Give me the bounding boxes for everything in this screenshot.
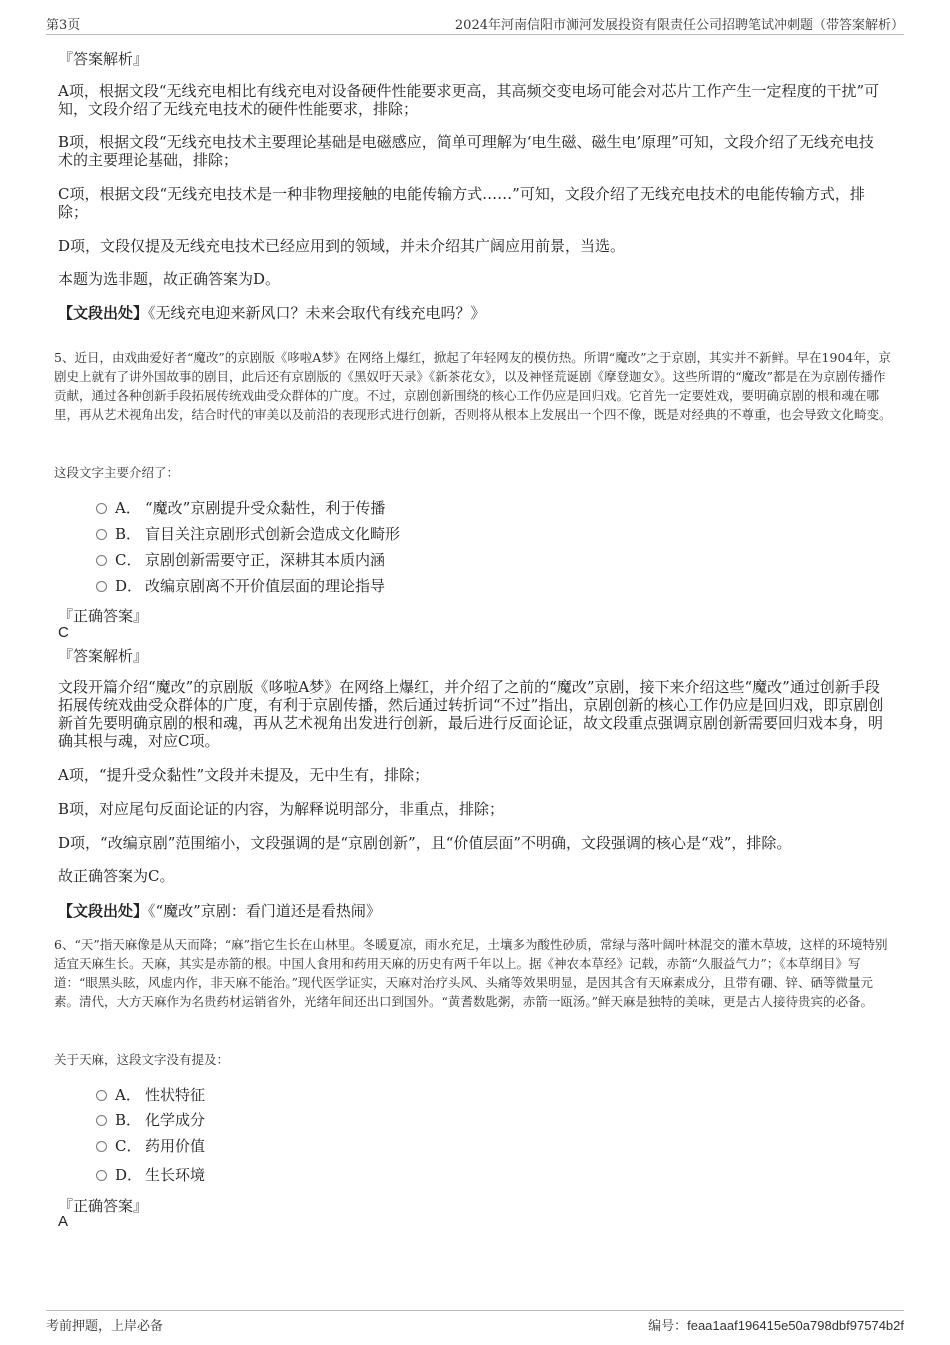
- option-d[interactable]: D． 改编京剧离不开价值层面的理论指导: [96, 576, 385, 596]
- analysis-label: 『答案解析』: [58, 50, 149, 68]
- document-title: 2024年河南信阳市浉河发展投资有限责任公司招聘笔试冲刺题（带答案解析）: [454, 18, 904, 33]
- option-a[interactable]: A． 性状特征: [96, 1085, 205, 1105]
- page-number: 第3页: [46, 18, 81, 33]
- page-footer: [46, 1310, 904, 1337]
- source-title: 《无线充电迎来新风口？未来会取代有线充电吗？》: [148, 304, 486, 322]
- analysis-paragraph: A项，“提升受众黏性”文段并未提及，无中生有，排除；: [58, 766, 430, 784]
- question-passage: 6、“天”指天麻像是从天而降；“麻”指它生长在山林里。冬暖夏凉，雨水充足，土壤多为酸性砂质，常绿与落叶阔叶林混交的灌木草坡，这样的环境特别适宜天麻生长。天麻，其实是赤箭的根。中国人食用和药用天麻的历史有两千年以上。据《神农本草经》记载，赤箭“久服益气力”；《本草纲目》写道：“眼黑头眩，风虚内作，非天麻不能治。”现代医学证实，天麻对治疗头风、头痛等效果明显，是因其含有天麻素成分，且带有硼、锌、硒等微量元素。清代，大方天麻作为名贵药材运销省外，光绪年间还出口到国外。“黄耆数匙粥，赤箭一瓯汤。”鲜天麻是独特的美味，更是古人接待贵宾的必备。: [54, 937, 888, 1009]
- correct-answer: C: [58, 624, 69, 641]
- source-title: 《“魔改”京剧：看门道还是看热闹》: [148, 902, 381, 920]
- option-b[interactable]: B． 化学成分: [96, 1110, 205, 1130]
- option-b[interactable]: B． 盲目关注京剧形式创新会造成文化畸形: [96, 524, 400, 544]
- analysis-label: 『答案解析』: [58, 647, 149, 665]
- option-a[interactable]: A． “魔改”京剧提升受众黏性，利于传播: [96, 498, 385, 518]
- source-label: 【文段出处】: [58, 902, 149, 920]
- analysis-paragraph: D项，文段仅提及无线充电技术已经应用到的领域，并未介绍其广阔应用前景，当选。: [58, 237, 626, 255]
- code-label: 编号：: [648, 1319, 688, 1334]
- question-prompt: 关于天麻，这段文字没有提及：: [54, 1052, 230, 1067]
- analysis-paragraph: B项，根据文段“无线充电技术主要理论基础是电磁感应，简单可理解为‘电生磁、磁生电’原理”可知，文段介绍了无线充电技术的主要理论基础，排除；: [58, 133, 874, 169]
- option-d[interactable]: D． 生长环境: [96, 1165, 205, 1185]
- source-line: [58, 304, 888, 322]
- radio-icon[interactable]: [96, 1170, 107, 1181]
- source-label: 【文段出处】: [58, 304, 149, 322]
- footer-slogan: 考前押题，上岸必备: [46, 1319, 164, 1334]
- analysis-paragraph: C项，根据文段“无线充电技术是一种非物理接触的电能传输方式……”可知，文段介绍了无线充电技术的电能传输方式，排除；: [58, 185, 865, 221]
- radio-icon[interactable]: [96, 1115, 107, 1126]
- document-code: [648, 1315, 904, 1334]
- option-c[interactable]: C． 药用价值: [96, 1136, 205, 1156]
- analysis-paragraph: A项，根据文段“无线充电相比有线充电对设备硬件性能要求更高，其高频交变电场可能会对芯片工作产生一定程度的干扰”可知，文段介绍了无线充电技术的硬件性能要求，排除；: [58, 82, 880, 118]
- radio-icon[interactable]: [96, 1141, 107, 1152]
- analysis-paragraph: B项，对应尾句反面论证的内容，为解释说明部分，非重点，排除；: [58, 800, 505, 818]
- source-line: [58, 902, 888, 920]
- correct-answer-label: 『正确答案』: [58, 1197, 149, 1215]
- correct-answer: A: [58, 1213, 69, 1230]
- radio-icon[interactable]: [96, 581, 107, 592]
- radio-icon[interactable]: [96, 503, 107, 514]
- question-passage: 5、近日，由戏曲爱好者“魔改”的京剧版《哆啦A梦》在网络上爆红，掀起了年轻网友的模仿热。所谓“魔改”之于京剧，其实并不新鲜。早在1904年，京剧史上就有了讲外国故事的剧目，此后还有京剧版的《黑奴吁天录》《新茶花女》，以及神怪荒诞剧《摩登迦女》。这些所谓的“魔改”都是在为京剧传播作贡献，通过各种创新手段拓展传统戏曲受众群体的广度。不过，京剧创新围绕的核心工作仍应是回归戏。它首先一定要姓戏，要明确京剧的根和魂在哪里，再从艺术视角出发，结合时代的审美以及前沿的表现形式进行创新，否则将从根本上发展出一个四不像，既是对经典的不尊重，也会导致文化畸变。: [54, 350, 892, 422]
- radio-icon[interactable]: [96, 555, 107, 566]
- question-prompt: 这段文字主要介绍了：: [54, 465, 180, 480]
- analysis-paragraph: D项，“改编京剧”范围缩小，文段强调的是“京剧创新”，且“价值层面”不明确，文段强调的核心是“戏”，排除。: [58, 834, 792, 852]
- analysis-paragraph: 本题为选非题，故正确答案为D。: [58, 270, 281, 288]
- analysis-paragraph: 故正确答案为C。: [58, 867, 175, 885]
- radio-icon[interactable]: [96, 529, 107, 540]
- option-c[interactable]: C． 京剧创新需要守正，深耕其本质内涵: [96, 550, 385, 570]
- analysis-paragraph: 文段开篇介绍“魔改”的京剧版《哆啦A梦》在网络上爆红，并介绍了之前的“魔改”京剧，接下来介绍这些“魔改”通过创新手段拓展传统戏曲受众群体的广度，有利于京剧传播，然后通过转折词“不过”指出，京剧创新的核心工作仍应是回归戏，即京剧创新首先要明确京剧的根和魂，再从艺术视角出发进行创新，最后进行反面论证，故文段重点强调京剧创新需要回归戏本身，明确其根与魂，对应C项。: [58, 678, 884, 750]
- radio-icon[interactable]: [96, 1090, 107, 1101]
- code-value: feaa1aaf196415e50a798dbf97574b2f: [687, 1318, 904, 1333]
- page-header: [46, 12, 904, 35]
- correct-answer-label: 『正确答案』: [58, 607, 149, 625]
